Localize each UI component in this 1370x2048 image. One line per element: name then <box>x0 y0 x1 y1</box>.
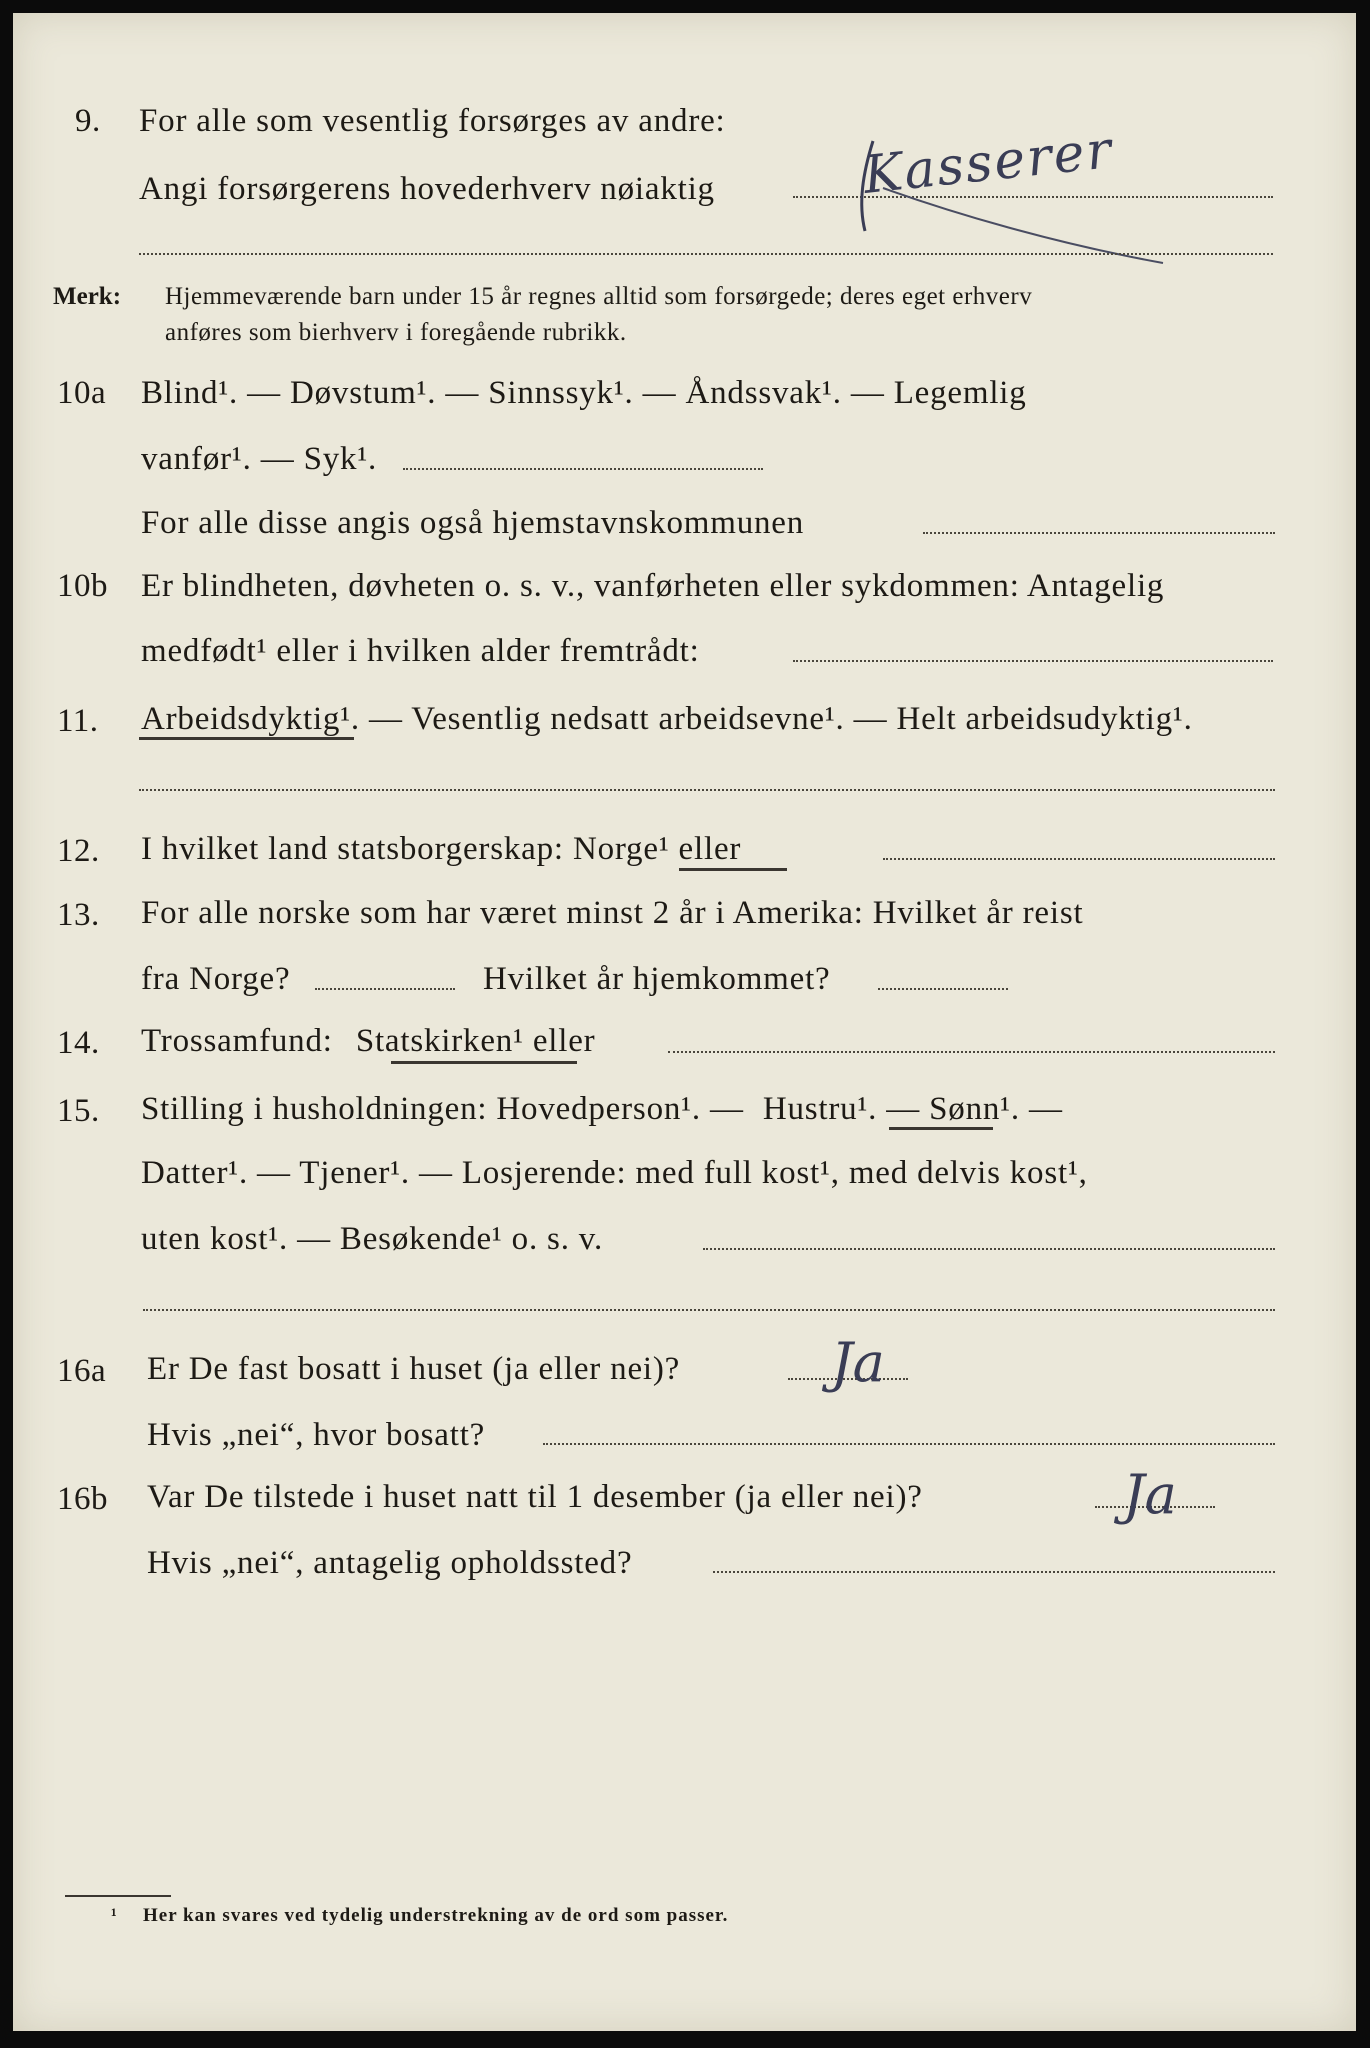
q11-underline <box>139 737 354 740</box>
footnote-mark: ¹ <box>111 1905 118 1926</box>
q16a-bosatt-line <box>543 1443 1275 1445</box>
q16b-line1: Var De tilstede i huset natt til 1 desember (ja eller nei)? <box>147 1479 923 1515</box>
q12-underline <box>679 868 787 871</box>
q13-number: 13. <box>57 897 100 933</box>
q14-number: 14. <box>57 1025 100 1061</box>
q15-answer-line <box>703 1248 1275 1250</box>
q15-line1 <box>141 1091 1063 1128</box>
q14-rest: ¹ eller <box>513 1023 596 1059</box>
q13-reist-line <box>315 988 455 990</box>
q10a-answer-line <box>403 468 763 470</box>
q10a-line1: Blind¹. — Døvstum¹. — Sinnssyk¹. — Åndssvak¹. — Legemlig <box>141 375 1027 411</box>
q12-rest: ¹ eller <box>658 831 742 867</box>
q15-underline <box>889 1127 993 1130</box>
q16a-number: 16a <box>57 1353 107 1389</box>
q15-line3: uten kost¹. — Besøkende¹ o. s. v. <box>141 1221 604 1257</box>
q10b-answer-line <box>793 660 1273 662</box>
merk-line1: Hjemmeværende barn under 15 år regnes alltid som forsørgede; deres eget erhverv <box>165 283 1033 310</box>
q9-line2: Angi forsørgerens hovederhverv nøiaktig <box>139 171 715 207</box>
q16b-opholdssted-line <box>713 1571 1275 1573</box>
q16a-line1: Er De fast bosatt i huset (ja eller nei)? <box>147 1351 681 1387</box>
q10a-line2: vanfør¹. — Syk¹. <box>141 441 378 477</box>
q13-hjemkommet-line <box>878 988 1008 990</box>
q15-extra-line <box>143 1309 1275 1311</box>
q12-text: I hvilket land statsborgerskap: <box>141 831 564 867</box>
q15-line2: Datter¹. — Tjener¹. — Losjerende: med full kost¹, med delvis kost¹, <box>141 1155 1088 1191</box>
q11-number: 11. <box>57 703 99 739</box>
q14-underline <box>391 1061 577 1064</box>
q12-number: 12. <box>57 833 100 869</box>
q15-line1a: Stilling i husholdningen: Hovedperson¹. — <box>141 1091 744 1127</box>
q11-option-arbeidsdyktig: Arbeidsdyktig <box>141 701 341 737</box>
q9-extra-line <box>139 253 1273 255</box>
q9-answer-stroke <box>803 133 1203 273</box>
merk-label: Merk: <box>53 283 122 310</box>
q11-extra-line <box>139 789 1275 791</box>
q12-answer-line <box>883 858 1275 860</box>
q9-number: 9. <box>75 103 101 139</box>
q10a-hjemstavn-line <box>923 532 1275 534</box>
q14-text: Trossamfund: <box>141 1023 333 1059</box>
q16a-line2: Hvis „nei“, hvor bosatt? <box>147 1417 486 1453</box>
q13-line1: For alle norske som har været minst 2 år i Amerika: Hvilket år reist <box>141 895 1084 931</box>
q9-handwritten-answer: Kasserer <box>860 120 1116 206</box>
q13-line2a: fra Norge? <box>141 961 291 997</box>
q12-line <box>141 831 741 868</box>
q10b-line1: Er blindheten, døvheten o. s. v., vanførheten eller sykdommen: Antagelig <box>141 568 1165 604</box>
q12-option-norge: Norge <box>572 831 659 867</box>
q9-line1: For alle som vesentlig forsørges av andre: <box>139 103 726 139</box>
q16b-number: 16b <box>57 1481 108 1517</box>
form-page <box>13 13 1356 2031</box>
q10b-line2: medfødt¹ eller i hvilken alder fremtrådt: <box>141 633 700 669</box>
q14-answer-line <box>668 1051 1275 1053</box>
q11-line <box>141 701 1193 738</box>
q14-option-statskirken: Statskirken <box>355 1023 514 1059</box>
merk-line2: anføres som bierhverv i foregående rubrikk. <box>165 319 627 346</box>
footnote-text: Her kan svares ved tydelig understrekning av de ord som passer. <box>143 1905 729 1926</box>
footnote-rule <box>65 1895 171 1897</box>
q16b-line2: Hvis „nei“, antagelig opholdssted? <box>147 1545 633 1581</box>
q10a-number: 10a <box>57 375 107 411</box>
q16a-handwritten-answer: Ja <box>831 1331 885 1394</box>
q16b-handwritten-answer: Ja <box>1123 1463 1177 1526</box>
q10b-number: 10b <box>57 568 108 604</box>
q11-rest: ¹. — Vesentlig nedsatt arbeidsevne¹. — Helt arbeidsudyktig¹. <box>340 701 1193 737</box>
q10a-line3: For alle disse angis også hjemstavnskommunen <box>141 505 805 541</box>
q14-line <box>141 1023 595 1060</box>
q13-line2b: Hvilket år hjemkommet? <box>483 961 831 997</box>
q15-option-hustru: Hustru <box>762 1091 858 1127</box>
q15-number: 15. <box>57 1093 100 1129</box>
q15-line1b: ¹. — Sønn¹. — <box>857 1091 1063 1127</box>
